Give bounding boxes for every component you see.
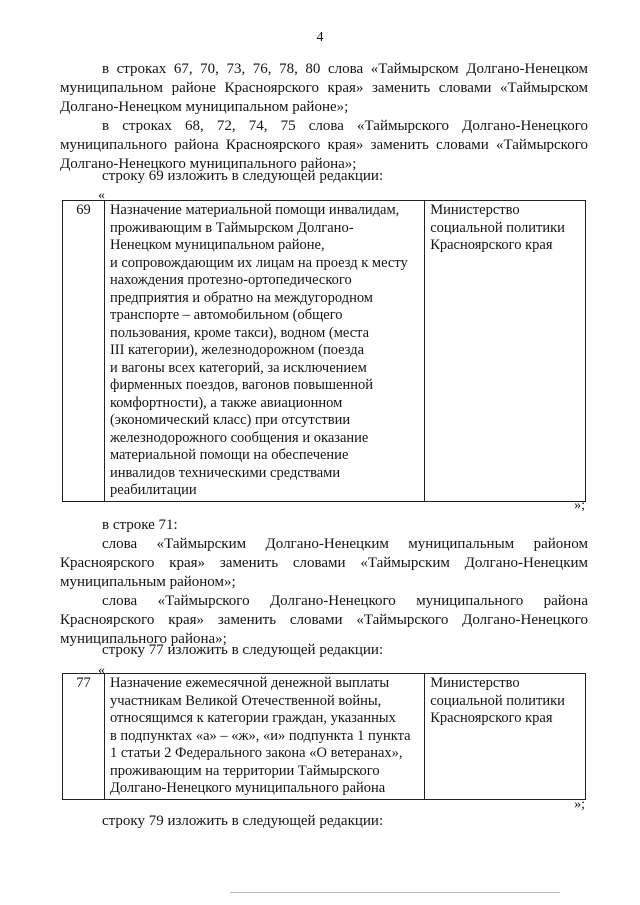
org-line: Красноярского края <box>430 710 553 726</box>
description-line: проживающим в Таймырском Долгано- <box>109 219 354 236</box>
close-quote-77: »; <box>574 797 585 812</box>
description-line: нахождения протезно-ортопедического <box>109 272 352 288</box>
description-line: комфортности), а также авиационном <box>109 394 343 411</box>
description-line: транспорте – автомобильном (общего <box>109 307 343 323</box>
amendment-paragraph-rows-67-80: в строках 67, 70, 73, 76, 78, 80 слова «Таймырском Долгано-Ненецком муниципальном районе Красноярского края» заменить словами «Таймырском Долгано-Ненецком муниципальном районе»; <box>60 61 588 115</box>
org-line: Красноярского края <box>430 237 553 253</box>
row-responsible-body <box>425 201 586 502</box>
description-line: и вагоны всех категорий, за исключением <box>109 359 367 376</box>
table-row-69 <box>62 200 586 502</box>
org-line: Министерство <box>430 202 520 218</box>
description-line: и сопровождающим их лицам на проезд к месту <box>109 254 408 271</box>
amendment-paragraph-row-71: в строке 71: <box>102 517 178 533</box>
description-line: (экономический класс) при отсутствии <box>109 412 351 428</box>
description-line: материальной помощи на обеспечение <box>109 447 349 463</box>
description-line: относящимся к категории граждан, указанных <box>109 710 396 726</box>
description-line: Ненецком муниципальном районе, <box>109 237 325 253</box>
open-quote-77: « <box>98 663 105 678</box>
description-line: Назначение материальной помощи инвалидам, <box>109 202 400 218</box>
description-line: инвалидов техническими средствами <box>109 464 341 481</box>
org-line: социальной политики <box>430 219 565 236</box>
page-number: 4 <box>316 30 324 45</box>
scan-edge-line <box>230 892 560 893</box>
row-responsible-body <box>425 674 586 800</box>
row-number: 69 <box>63 201 105 502</box>
org-line: Министерство <box>430 675 520 691</box>
open-quote-69: « <box>98 188 105 203</box>
description-line: в подпунктах «а» – «ж», «и» подпункта 1 пункта <box>109 727 411 744</box>
description-line: участникам Великой Отечественной войны, <box>109 692 382 709</box>
amendment-paragraph-row-77: строку 77 изложить в следующей редакции: <box>102 642 384 658</box>
description-line: фирменных поездов, вагонов повышенной <box>109 377 373 393</box>
row-description <box>104 674 424 800</box>
row-description <box>104 201 424 502</box>
row-number: 77 <box>63 674 105 800</box>
description-line: реабилитации <box>109 482 197 498</box>
amendment-paragraph-row-79: строку 79 изложить в следующей редакции: <box>102 813 384 829</box>
description-line: железнодорожного сообщения и оказание <box>109 429 369 446</box>
description-line: Назначение ежемесячной денежной выплаты <box>109 675 390 691</box>
table-row-77 <box>62 673 586 800</box>
amendment-paragraph-row-71-words-1: слова «Таймырским Долгано-Ненецким муниципальным районом Красноярского края» заменить словами «Таймырским Долгано-Ненецким муниципальным районом»; <box>60 536 588 590</box>
description-line: пользования, кроме такси), водном (места <box>109 324 370 341</box>
description-line: 1 статьи 2 Федерального закона «О ветеранах», <box>109 745 403 761</box>
description-line: проживающим на территории Таймырского <box>109 762 380 779</box>
amendment-paragraph-row-69: строку 69 изложить в следующей редакции: <box>102 168 384 184</box>
amendment-paragraph-row-71-words-2: слова «Таймырского Долгано-Ненецкого муниципального района Красноярского края» заменить словами «Таймырского Долгано-Ненецкого муниципального района»; <box>60 593 588 647</box>
description-line: предприятия и обратно на междугородном <box>109 289 373 306</box>
amendment-paragraph-rows-68-75: в строках 68, 72, 74, 75 слова «Таймырского Долгано-Ненецкого муниципального района Красноярского края» заменить словами «Таймырского Долгано-Ненецкого муниципального района»; <box>60 118 588 172</box>
description-line: Долгано-Ненецкого муниципального района <box>109 780 386 796</box>
org-line: социальной политики <box>430 692 565 709</box>
description-line: III категории), железнодорожном (поезда <box>109 342 365 358</box>
close-quote-69: »; <box>574 498 585 513</box>
